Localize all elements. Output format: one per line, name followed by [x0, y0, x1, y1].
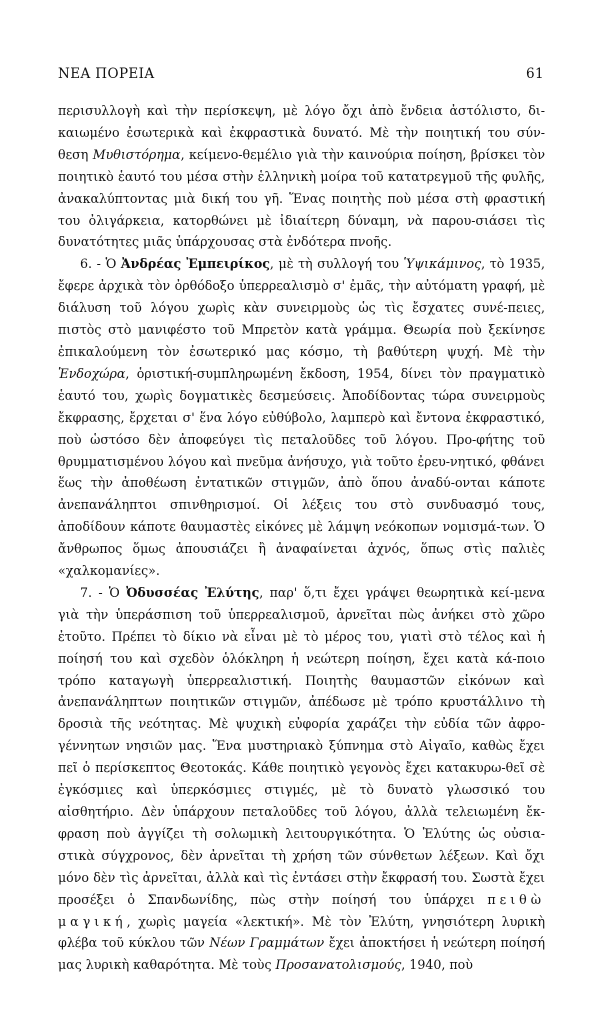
text-run: , 1940, ποὺ: [401, 957, 473, 973]
text-run: , τὸ 1935, ἔφερε ἀρχικὰ τὸν ὀρθόδοξο ὑπερρεαλισμὸ σ' ἐμᾶς, τὴν αὐτόματη γραφή, μὲ διάλυση τοῦ λόγου χωρὶς κὰν συνειρμοὺς ὡς τὶς ἔσχατες συνέ-πειες, πιστὸς στὸ μανιφέστο τοῦ Μπρετὸν κατὰ γράμμα. Θεωρία ποὺ ξεκίνησε ἐπικαλούμενη τὸν ἐσωτερικό μας κόσμο, τὴ βαθύτερη ψυχή. Μὲ τὴν: [58, 256, 545, 359]
text-run: περισυλλογὴ καὶ τὴν περίσκεψη, μὲ λόγο ὄχι ἀπὸ ἔνδεια ἀστόλιστο, δι-καιωμένο ἐσωτερικὰ καὶ ἐκφραστικὰ δυνατό. Μὲ τὴν ποιητική του σύν-θεση: [58, 103, 545, 162]
spaced-phrase: πειθὼ μαγική: [58, 891, 545, 929]
section-number: 6. - Ὁ: [80, 256, 121, 272]
text-run: , ὁριστική-συμπληρωμένη ἔκδοση, 1954, δίνει τὸν πραγματικὸ ἑαυτό του, χωρὶς δογματικὲς δεσμεύσεις. Ἀποδίδοντας τώρα συνειρμοὺς ἔκφρασης, ἔρχεται σ' ἕνα λόγο εὐθύβολο, λαμπερὸ καὶ ἔντονα ἐκφραστικό, ποὺ ὡστόσο δὲν ἀποφεύγει τὶς πεταλοῦδες τοῦ λόγου. Προ-φήτης τοῦ θρυμματισμένου λόγου καὶ πνεῦμα ἀνήσυχο, γιὰ τοῦτο ἐρευ-νητικό, φθάνει ἕως τὴν ἀποθέωση ἐντατικῶν στιγμῶν, ἀπὸ ὅπου ἀναδύ-ονται κάποτε ἀνεπανάληπτοι σπινθηρισμοί. Οἱ λέξεις του στὸ συνδυασμό τους, ἀποδίδουν κάποτε θαυμαστὲς εἰκόνες μὲ λάμψη νεόκοπων νομισμά-των. Ὁ ἄνθρωπος ὅμως ἀπουσιάζει ἢ ἀναφαίνεται ἀχνός, ὅπως στὶς παλιὲς «χαλκομανίες».: [58, 365, 545, 579]
text-run: , παρ' ὅ,τι ἔχει γράψει θεωρητικὰ κεί-μενα γιὰ τὴν ὑπεράσπιση τοῦ ὑπερρεαλισμοῦ, ἀρνεῖται πὼς ἀνήκει στὸ χῶρο ἐτοῦτο. Πρέπει τὸ δίκιο νὰ εἶναι μὲ τὸ μέρος του, γιατὶ στὸ τέλος καὶ ἡ ποίησή του καὶ σχεδὸν ὁλόκληρη ἡ νεώτερη ποίηση, ἔχει κατὰ κά-ποιο τρόπο καταγωγὴ ὑπερρεαλιστική. Ποιητὴς θαυμαστῶν εἰκόνων καὶ ἀνεπανάληπτων ποιητικῶν στιγμῶν, ἀπέδωσε μὲ τρόπο κρυστάλλινο τὴ δροσιὰ τῆς νεότητας. Μὲ ψυχικὴ εὐφορία χαράζει τὴν εὐδία τῶν ἀφρο-γέννητων νησιῶν μας. Ἕνα μυστηριακὸ ξύπνημα στὸ Αἰγαῖο, καθὼς ἔχει πεῖ ὁ περίσκεπτος Θεοτοκάς. Κάθε ποιητικὸ γεγονὸς ἔχει κατακυρω-θεῖ σὲ ἐγκόσμιες καὶ ὑπερκόσμιες στιγμές, μὲ τὸ δυνατὸ γλωσσικό του αἰσθητήριο. Δὲν ὑπάρχουν πεταλοῦδες τοῦ λόγου, ἀλλὰ τελειωμένη ἔκ-φραση ποὺ ἀγγίζει τὴ σολωμικὴ λειτουργικότητα. Ὁ Ἐλύτης ὡς οὐσια-στικὰ σύγχρονος, δὲν ἀρνεῖται τὴ χρήση τῶν σύνθετων λέξεων. Καὶ ὄχι μόνο δὲν τὶς ἀρνεῖται, ἀλλὰ καὶ τὶς ἐντάσει στὴν ἔκφρασή του. Σωστὰ ἔχει προσέξει ὁ Σπανδωνίδης, πὼς στὴν ποίησή του ὑπάρχει: [58, 584, 545, 907]
journal-title: ΝΕΑ ΠΟΡΕΙΑ: [58, 66, 155, 82]
poet-name-elytis: Ὀδυσσέας Ἐλύτης: [126, 584, 260, 600]
poet-name-embirikos: Ἀνδρέας Ἐμπειρίκος: [120, 256, 270, 272]
text-run: , χωρὶς μαγεία «λεκτική». Μὲ τὸν Ἐλύτη, γνησιότερη λυρικὴ φλέβα τοῦ κύκλου τῶν: [58, 913, 545, 951]
paragraph-intro: [58, 100, 545, 253]
work-title-mythistorima: Μυθιστόρημα: [92, 146, 181, 162]
text-run: , κείμενο-θεμέλιο γιὰ τὴν καινούρια ποίηση, βρίσκει τὸν ποιητικὸ ἑαυτό του μέσα στὴν ἑλληνικὴ μοίρα τοῦ κατατρεγμοῦ τῆς φυλῆς, ἀνακαλύπτοντας μιὰ δική του γῆ. Ἕνας ποιητὴς ποὺ μέσα στὴ φραστική του ὀλιγάρκεια, κατορθώνει μὲ ἰδιαίτερη δύναμη, νὰ παρου-σιάσει τὶς δυνατότητες μιᾶς ὑπάρχουσας στὰ ἐνδότερα πνοῆς.: [58, 146, 545, 250]
page-number: 61: [526, 66, 544, 82]
work-title-ypsikaminos: Ὑψικάμινος: [403, 256, 482, 272]
work-title-prosanatolismoi: Προσανατολισμούς: [275, 957, 402, 973]
work-title-endochora: Ἐνδοχώρα: [58, 365, 126, 381]
text-run: , μὲ τὴ συλλογή του: [269, 256, 404, 272]
body-text: [58, 100, 545, 976]
running-head: [58, 66, 544, 82]
text-run: ἔχει ἀποκτήσει ἡ νεώτερη ποίησή μας λυρικὴ καθαρότητα. Μὲ τοὺς: [58, 935, 545, 973]
journal-name-nea-grammata: Νέων Γραμμάτων: [209, 935, 325, 951]
section-number: 7. - Ὁ: [80, 584, 127, 600]
paragraph-embirikos: [58, 253, 545, 582]
paragraph-elytis: [58, 582, 545, 976]
